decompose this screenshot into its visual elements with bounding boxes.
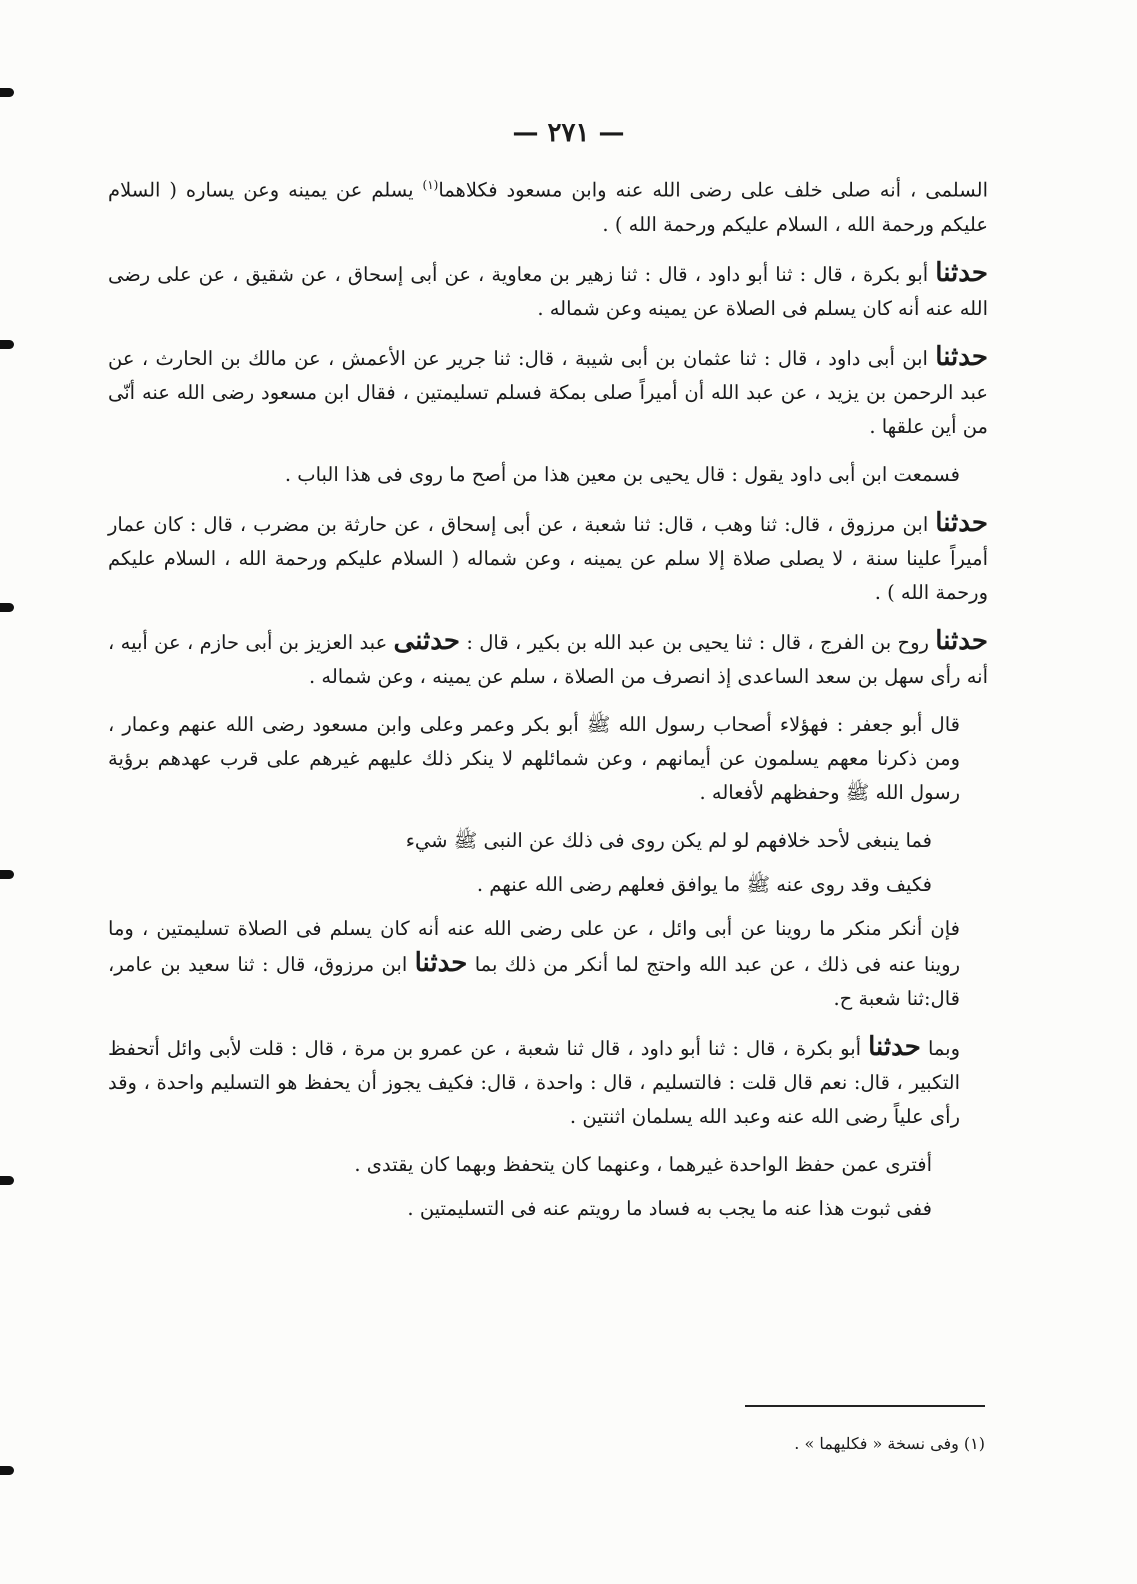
paragraph-7 — [108, 708, 988, 810]
scan-edge-mark — [0, 870, 14, 879]
paragraph-text: أفترى عمن حفظ الواحدة غيرهما ، وعنهما كان يتحفظ وبهما كان يقتدى . — [354, 1152, 932, 1176]
paragraph-13 — [108, 1192, 988, 1226]
footnote: (١) وفى نسخة « فكليهما » . — [794, 1434, 985, 1453]
paragraph-12 — [108, 1148, 988, 1182]
page-number: — ٢٧١ — — [512, 118, 625, 148]
paragraph-8 — [108, 824, 988, 858]
scan-edge-mark — [0, 1176, 14, 1185]
paragraph-11 — [108, 1030, 988, 1134]
paragraph-text: ابن أبى داود ، قال : ثنا عثمان بن أبى شيبة ، قال: ثنا جرير عن الأعمش ، عن مالك بن الحارث ، عن عبد الرحمن بن يزيد ، عن عبد الله أن أميراً صلى بمكة فسلم تسليمتين ، فقال ابن مسعود رضى الله عنه أنّى من أين علقها . — [108, 346, 988, 438]
scan-edge-mark — [0, 1466, 14, 1475]
paragraph-10 — [108, 912, 988, 1016]
paragraph-text: ففى ثبوت هذا عنه ما يجب به فساد ما رويتم عنه فى التسليمتين . — [407, 1196, 932, 1220]
scan-edge-mark — [0, 340, 14, 349]
hadith-marker: حدثنا — [935, 625, 988, 656]
paragraph-9 — [108, 868, 988, 902]
paragraph-text: ابن مرزوق ، قال: ثنا وهب ، قال: ثنا شعبة ، عن أبى إسحاق ، عن حارثة بن مضرب ، قال : كان عمار أميراً علينا سنة ، لا يصلى صلاة إلا سلم عن يمينه ، وعن شماله ( السلام عليكم ورحمة الله ، السلام عليكم ورحمة الله ) . — [108, 512, 988, 604]
paragraph-text: ابن مرزوق، قال : ثنا سعيد بن عامر، قال:ثنا شعبة ح. — [108, 952, 960, 1010]
paragraph-6 — [108, 624, 988, 694]
hadith-marker: حدثنا — [868, 1031, 921, 1062]
paragraph-text: قال أبو جعفر : فهؤلاء أصحاب رسول الله ﷺ أبو بكر وعمر وعلى وابن مسعود رضى الله عنهم وعمار ، ومن ذكرنا معهم يسلمون عن أيمانهم ، وعن شمائلهم لا ينكر ذلك عليهم غيرهم على قرب عهدهم برؤية رسول الله ﷺ وحفظهم لأفعاله . — [108, 712, 960, 804]
footnote-reference: (١) — [422, 178, 439, 192]
main-text — [108, 168, 988, 1236]
paragraph-text: فكيف وقد روى عنه ﷺ ما يوافق فعلهم رضى الله عنهم . — [476, 872, 932, 896]
paragraph-text: روح بن الفرج ، قال : ثنا يحيى بن عبد الله بن بكير ، قال : — [460, 630, 936, 654]
paragraph-3 — [108, 340, 988, 444]
paragraph-4 — [108, 458, 988, 492]
hadith-marker: حدثنا — [414, 947, 468, 978]
paragraph-text: السلمى ، أنه صلى خلف على رضى الله عنه وابن مسعود فكلاهما — [438, 178, 988, 202]
hadith-marker: حدثنى — [393, 625, 461, 656]
hadith-marker: حدثنا — [935, 341, 988, 372]
paragraph-text: أبو بكرة ، قال : ثنا أبو داود ، قال : ثنا زهير بن معاوية ، عن أبى إسحاق ، عن شقيق ، عن على رضى الله عنه أنه كان يسلم فى الصلاة عن يمينه وعن شماله . — [108, 262, 988, 320]
paragraph-text: وبما — [920, 1036, 960, 1060]
paragraph-text: أبو بكرة ، قال : ثنا أبو داود ، قال ثنا شعبة ، عن عمرو بن مرة ، قال : قلت لأبى وائل أتحفظ التكبير ، قال: نعم قال قلت : فالتسليم ، قال : واحدة ، قال: فكيف يجوز أن يحفظ هو التسليم واحدة ، وقد رأى علياً رضى الله عنه وعبد الله يسلمان اثنتين . — [108, 1036, 960, 1128]
paragraph-text: عبد العزيز بن أبى حازم ، عن أبيه ، أنه رأى سهل بن سعد الساعدى إذ انصرف من الصلاة ، سلم عن يمينه ، وعن شماله . — [108, 630, 988, 688]
hadith-marker: حدثنا — [935, 507, 988, 538]
paragraph-2 — [108, 256, 988, 326]
paragraph-text: يسلم عن يمينه وعن يساره ( السلام عليكم ورحمة الله ، السلام عليكم ورحمة الله ) . — [108, 178, 988, 236]
footnote-divider — [745, 1405, 985, 1407]
paragraph-text: فما ينبغى لأحد خلافهم لو لم يكن روى فى ذلك عن النبى ﷺ شيء — [405, 828, 932, 852]
paragraph-text: فإن أنكر منكر ما روينا عن أبى وائل ، عن على رضى الله عنه أنه كان يسلم فى الصلاة تسليمتين ، وما روينا عنه فى ذلك ، عن عبد الله واحتج لما أنكر من ذلك بما — [108, 916, 960, 976]
scan-edge-mark — [0, 603, 14, 612]
paragraph-1 — [108, 168, 988, 242]
paragraph-5 — [108, 506, 988, 610]
scan-edge-mark — [0, 88, 14, 97]
hadith-marker: حدثنا — [935, 257, 988, 288]
paragraph-text: فسمعت ابن أبى داود يقول : قال يحيى بن معين هذا من أصح ما روى فى هذا الباب . — [284, 462, 960, 486]
